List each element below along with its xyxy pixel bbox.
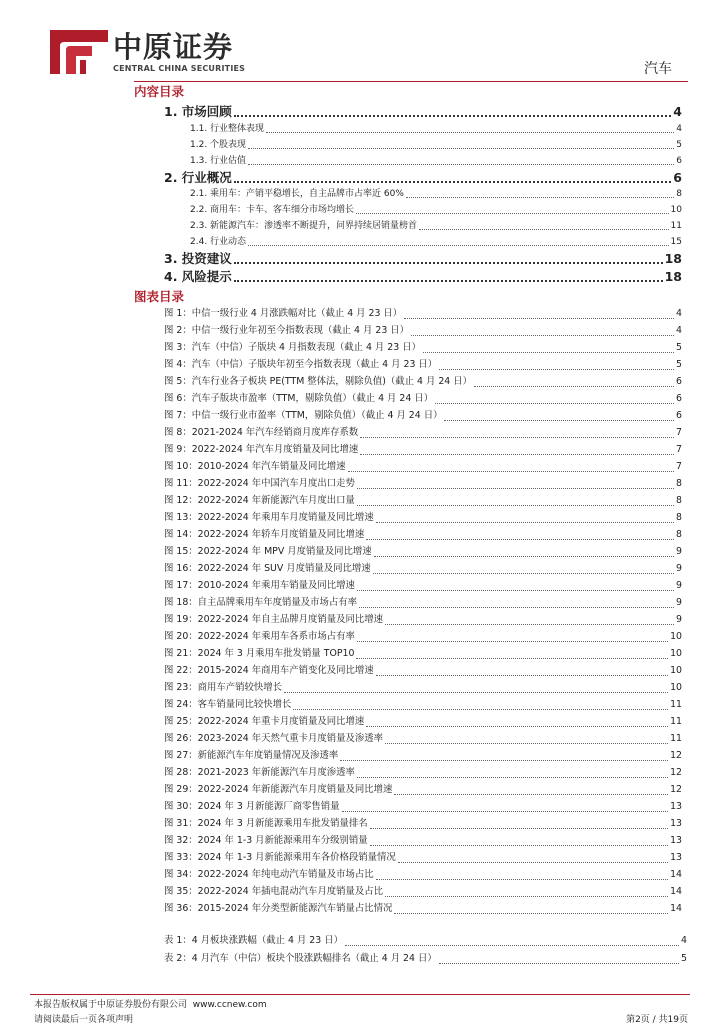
figure-item[interactable]: 图 12：2022-2024 年新能源汽车月度出口量 8 [164, 495, 682, 506]
toc-item[interactable]: 2.3. 新能源汽车：渗透率不断提升，问界持续居销量榜首 11 [190, 221, 682, 231]
figure-item[interactable]: 图 32：2024 年 1-3 月新能源乘用车分级别销量 13 [164, 835, 682, 846]
figure-item[interactable]: 图 6：汽车子版块市盈率（TTM，剔除负值）（截止 4 月 24 日） 6 [164, 393, 682, 404]
figure-item[interactable]: 图 33：2024 年 1-3 月新能源乘用车各价格段销量情况 13 [164, 852, 682, 863]
toc-item[interactable]: 2.1. 乘用车：产销平稳增长，自主品牌市占率近 60% 8 [190, 189, 682, 199]
toc-item[interactable]: 1.2. 个股表现 5 [190, 140, 682, 150]
figure-item[interactable]: 图 1：中信一级行业 4 月涨跌幅对比（截止 4 月 23 日） 4 [164, 308, 682, 319]
table-item[interactable]: 表 1：4 月板块涨跌幅（截止 4 月 23 日） 4 [164, 935, 687, 946]
toc-item[interactable]: 3. 投资建议 18 [164, 251, 682, 266]
toc-item[interactable]: 2. 行业概况 6 [164, 170, 682, 185]
figure-item[interactable]: 图 10：2010-2024 年汽车销量及同比增速 7 [164, 461, 682, 472]
figure-item[interactable]: 图 15：2022-2024 年 MPV 月度销量及同比增速 9 [164, 546, 682, 557]
figure-item[interactable]: 图 35：2022-2024 年插电混动汽车月度销量及占比 14 [164, 886, 682, 897]
figure-item[interactable]: 图 27：新能源汽车年度销量情况及渗透率 12 [164, 750, 682, 761]
figure-item[interactable]: 图 11：2022-2024 年中国汽车月度出口走势 8 [164, 478, 682, 489]
page-header [0, 0, 724, 90]
figure-item[interactable]: 图 31：2024 年 3 月新能源乘用车批发销量排名 13 [164, 818, 682, 829]
figure-item[interactable]: 图 2：中信一级行业年初至今指数表现（截止 4 月 23 日） 4 [164, 325, 682, 336]
figure-item[interactable]: 图 3：汽车（中信）子版块 4 月指数表现（截止 4 月 23 日） 5 [164, 342, 682, 353]
figure-item[interactable]: 图 36：2015-2024 年分类型新能源汽车销量占比情况 14 [164, 903, 682, 914]
figure-item[interactable]: 图 17：2010-2024 年乘用车销量及同比增速 9 [164, 580, 682, 591]
figure-item[interactable]: 图 34：2022-2024 年纯电动汽车销量及市场占比 14 [164, 869, 682, 880]
toc-item[interactable]: 1.1. 行业整体表现 4 [190, 124, 682, 134]
figure-item[interactable]: 图 16：2022-2024 年 SUV 月度销量及同比增速 9 [164, 563, 682, 574]
company-logo-icon [50, 30, 108, 74]
figure-item[interactable]: 图 29：2022-2024 年新能源汽车月度销量及同比增速 12 [164, 784, 682, 795]
figure-item[interactable]: 图 28：2021-2023 年新能源汽车月度渗透率 12 [164, 767, 682, 778]
figure-item[interactable]: 图 23：商用车产销较快增长 10 [164, 682, 682, 693]
brand-name-en: CENTRAL CHINA SECURITIES [113, 64, 246, 73]
figure-item[interactable]: 图 7：中信一级行业市盈率（TTM，剔除负值）（截止 4 月 24 日） 6 [164, 410, 682, 421]
figure-item[interactable]: 图 14：2022-2024 年轿车月度销量及同比增速 8 [164, 529, 682, 540]
toc-title: 内容目录 [134, 84, 185, 99]
figure-item[interactable]: 图 20：2022-2024 年乘用车各系市场占有率 10 [164, 631, 682, 642]
figure-item[interactable]: 图 22：2015-2024 年商用车产销变化及同比增速 10 [164, 665, 682, 676]
figure-item[interactable]: 图 21：2024 年 3 月乘用车批发销量 TOP10 10 [164, 648, 682, 659]
figure-item[interactable]: 图 4：汽车（中信）子版块年初至今指数表现（截止 4 月 23 日） 5 [164, 359, 682, 370]
website-link[interactable]: www.ccnew.com [192, 1000, 267, 1010]
page-number: 第2页 / 共19页 [626, 1015, 688, 1025]
toc-item[interactable]: 1. 市场回顾 4 [164, 104, 682, 119]
toc-item[interactable]: 2.4. 行业动态 15 [190, 237, 682, 247]
footer-copyright: 本报告版权属于中原证券股份有限公司 www.ccnew.com [34, 1000, 267, 1010]
table-item[interactable]: 表 2：4 月汽车（中信）板块个股涨跌幅排名（截止 4 月 24 日） 5 [164, 953, 687, 964]
toc-item[interactable]: 1.3. 行业估值 6 [190, 156, 682, 166]
figure-item[interactable]: 图 13：2022-2024 年乘用车月度销量及同比增速 8 [164, 512, 682, 523]
figure-item[interactable]: 图 30：2024 年 3 月新能源厂商零售销量 13 [164, 801, 682, 812]
footer-divider [30, 994, 690, 995]
toc-item[interactable]: 2.2. 商用车：卡车、客车细分市场均增长 10 [190, 205, 682, 215]
figure-item[interactable]: 图 25：2022-2024 年重卡月度销量及同比增速 11 [164, 716, 682, 727]
header-divider [134, 81, 688, 82]
footer-disclaimer: 请阅读最后一页各项声明 [34, 1015, 134, 1025]
sector-label: 汽车 [644, 61, 672, 77]
figures-title: 图表目录 [134, 289, 185, 304]
figure-item[interactable]: 图 18：自主品牌乘用车年度销量及市场占有率 9 [164, 597, 682, 608]
figure-item[interactable]: 图 8：2021-2024 年汽车经销商月度库存系数 7 [164, 427, 682, 438]
figure-item[interactable]: 图 9：2022-2024 年汽车月度销量及同比增速 7 [164, 444, 682, 455]
figure-item[interactable]: 图 26：2023-2024 年天然气重卡月度销量及渗透率 11 [164, 733, 682, 744]
figure-item[interactable]: 图 5：汽车行业各子板块 PE(TTM 整体法，剔除负值)（截止 4 月 24 日） 6 [164, 376, 682, 387]
figure-item[interactable]: 图 24：客车销量同比较快增长 11 [164, 699, 682, 710]
brand-name-cn: 中原证券 [113, 30, 234, 64]
figure-item[interactable]: 图 19：2022-2024 年自主品牌月度销量及同比增速 9 [164, 614, 682, 625]
toc-item[interactable]: 4. 风险提示 18 [164, 269, 682, 284]
